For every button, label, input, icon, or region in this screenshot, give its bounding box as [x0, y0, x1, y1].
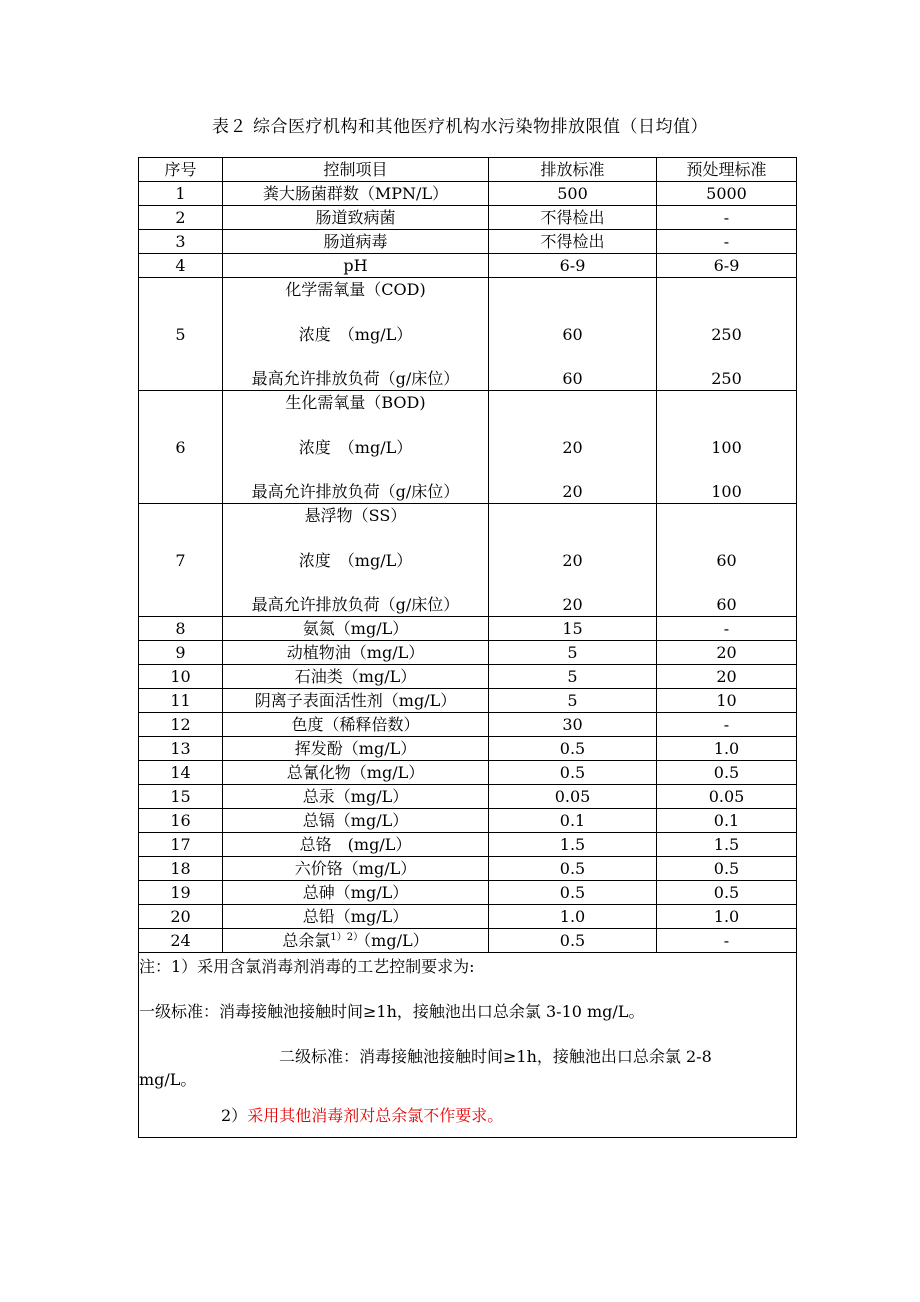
header-pretreatment: 预处理标准 [657, 158, 797, 182]
row-no: 18 [139, 857, 223, 881]
row-standard: 1.0 [489, 905, 657, 929]
note-level-2-unit: mg/L。 [139, 1070, 197, 1089]
item-head: 生化需氧量（BOD) [285, 393, 426, 412]
header-item: 控制项目 [223, 158, 489, 182]
row-no: 24 [139, 929, 223, 953]
item-concentration: 浓度 （mg/L） [298, 437, 413, 457]
row-pretreatment: 0.5 [657, 761, 797, 785]
table-row-multi [139, 504, 797, 617]
pretreatment-load: 100 [711, 482, 742, 501]
row-item: 总砷（mg/L） [223, 881, 489, 905]
table-row [139, 785, 797, 809]
row-standard: 0.05 [489, 785, 657, 809]
table-row [139, 206, 797, 230]
row-no: 3 [139, 230, 223, 254]
row-no: 14 [139, 761, 223, 785]
header-row [139, 158, 797, 182]
table-row [139, 182, 797, 206]
row-item: 动植物油（mg/L） [223, 641, 489, 665]
standard-concentration: 60 [562, 324, 583, 344]
row-item: 总汞（mg/L） [223, 785, 489, 809]
row-pretreatment: 10 [657, 689, 797, 713]
row-standard [489, 278, 657, 391]
row-no: 13 [139, 737, 223, 761]
item-unit: （mg/L） [363, 931, 429, 950]
table-row [139, 665, 797, 689]
row-item: 六价铬（mg/L） [223, 857, 489, 881]
row-pretreatment: - [657, 713, 797, 737]
pretreatment-load: 250 [711, 369, 742, 388]
row-item: 总镉（mg/L） [223, 809, 489, 833]
item-head: 化学需氧量（COD) [285, 280, 426, 299]
row-item [223, 504, 489, 617]
row-item: 色度（稀释倍数） [223, 713, 489, 737]
note-2-text: 采用其他消毒剂对总余氯不作要求。 [247, 1106, 504, 1125]
note-1: 注：1）采用含氯消毒剂消毒的工艺控制要求为: [139, 957, 475, 976]
row-standard: 0.5 [489, 737, 657, 761]
table-row-multi [139, 278, 797, 391]
row-no: 1 [139, 182, 223, 206]
table-row [139, 761, 797, 785]
pretreatment-concentration: 250 [711, 324, 742, 344]
note-2-prefix: 2） [221, 1106, 248, 1125]
row-standard: 0.1 [489, 809, 657, 833]
row-no: 2 [139, 206, 223, 230]
standard-load: 60 [562, 369, 583, 388]
row-pretreatment: 0.5 [657, 881, 797, 905]
row-standard: 6-9 [489, 254, 657, 278]
table-row [139, 857, 797, 881]
row-pretreatment: - [657, 617, 797, 641]
item-load: 最高允许排放负荷（g/床位） [251, 595, 460, 614]
table-row [139, 254, 797, 278]
table-row [139, 230, 797, 254]
row-standard: 0.5 [489, 881, 657, 905]
row-item: 总铅（mg/L） [223, 905, 489, 929]
item-name: 总余氯 [282, 931, 331, 950]
row-no: 5 [139, 278, 223, 391]
row-pretreatment: 20 [657, 665, 797, 689]
row-standard: 不得检出 [489, 206, 657, 230]
pretreatment-load: 60 [716, 595, 737, 614]
table-row [139, 833, 797, 857]
item-head: 悬浮物（SS） [304, 506, 407, 525]
row-item: 总氰化物（mg/L） [223, 761, 489, 785]
row-item: 氨氮（mg/L） [223, 617, 489, 641]
row-item [223, 391, 489, 504]
row-pretreatment: 0.5 [657, 857, 797, 881]
header-standard: 排放标准 [489, 158, 657, 182]
row-pretreatment: - [657, 206, 797, 230]
row-pretreatment [657, 278, 797, 391]
row-standard: 不得检出 [489, 230, 657, 254]
row-no: 20 [139, 905, 223, 929]
table-row [139, 905, 797, 929]
row-item: pH [223, 254, 489, 278]
row-item: 挥发酚（mg/L） [223, 737, 489, 761]
pretreatment-concentration: 60 [716, 550, 737, 570]
row-pretreatment: 0.05 [657, 785, 797, 809]
table-row [139, 929, 797, 953]
table-row [139, 737, 797, 761]
row-item: 肠道病毒 [223, 230, 489, 254]
row-no: 6 [139, 391, 223, 504]
table-row [139, 617, 797, 641]
row-no: 12 [139, 713, 223, 737]
row-standard [489, 504, 657, 617]
emission-limits-table [138, 157, 797, 1138]
row-no: 4 [139, 254, 223, 278]
row-no: 15 [139, 785, 223, 809]
row-standard: 30 [489, 713, 657, 737]
row-item [223, 929, 489, 953]
standard-concentration: 20 [562, 437, 583, 457]
row-standard: 500 [489, 182, 657, 206]
row-standard: 5 [489, 641, 657, 665]
item-concentration: 浓度 （mg/L） [298, 324, 413, 344]
table-row [139, 809, 797, 833]
header-no: 序号 [139, 158, 223, 182]
row-standard: 0.5 [489, 857, 657, 881]
row-pretreatment [657, 391, 797, 504]
row-no: 9 [139, 641, 223, 665]
row-no: 7 [139, 504, 223, 617]
item-load: 最高允许排放负荷（g/床位） [251, 482, 460, 501]
row-standard: 15 [489, 617, 657, 641]
table-title: 表２ 综合医疗机构和其他医疗机构水污染物排放限值（日均值） [212, 117, 708, 137]
item-load: 最高允许排放负荷（g/床位） [251, 369, 460, 388]
row-no: 11 [139, 689, 223, 713]
table-row [139, 713, 797, 737]
row-no: 19 [139, 881, 223, 905]
row-no: 8 [139, 617, 223, 641]
row-no: 17 [139, 833, 223, 857]
row-pretreatment: 20 [657, 641, 797, 665]
row-standard: 5 [489, 689, 657, 713]
row-item: 石油类（mg/L） [223, 665, 489, 689]
note-2 [139, 1104, 796, 1127]
row-item: 粪大肠菌群数（MPN/L） [223, 182, 489, 206]
row-standard: 0.5 [489, 929, 657, 953]
table-row [139, 881, 797, 905]
row-pretreatment: - [657, 929, 797, 953]
standard-load: 20 [562, 482, 583, 501]
item-concentration: 浓度 （mg/L） [298, 550, 413, 570]
row-pretreatment: 1.0 [657, 737, 797, 761]
row-pretreatment: 1.5 [657, 833, 797, 857]
row-pretreatment: - [657, 230, 797, 254]
row-pretreatment [657, 504, 797, 617]
row-item: 总铬 (mg/L） [223, 833, 489, 857]
row-standard: 0.5 [489, 761, 657, 785]
row-no: 16 [139, 809, 223, 833]
row-pretreatment: 6-9 [657, 254, 797, 278]
standard-load: 20 [562, 595, 583, 614]
item-footnote-marks: 1）2） [330, 932, 364, 943]
row-pretreatment: 5000 [657, 182, 797, 206]
note-level-1: 一级标准：消毒接触池接触时间≥1h，接触池出口总余氯 3-10 mg/L。 [139, 1002, 645, 1021]
row-pretreatment: 1.0 [657, 905, 797, 929]
table-row [139, 689, 797, 713]
table-row-multi [139, 391, 797, 504]
row-standard [489, 391, 657, 504]
row-item: 肠道致病菌 [223, 206, 489, 230]
row-standard: 1.5 [489, 833, 657, 857]
pretreatment-concentration: 100 [711, 437, 742, 457]
standard-concentration: 20 [562, 550, 583, 570]
notes-cell [139, 953, 797, 1138]
table-row [139, 641, 797, 665]
row-standard: 5 [489, 665, 657, 689]
row-no: 10 [139, 665, 223, 689]
row-pretreatment: 0.1 [657, 809, 797, 833]
row-item [223, 278, 489, 391]
note-level-2: 二级标准：消毒接触池接触时间≥1h，接触池出口总余氯 2-8 [279, 1047, 712, 1066]
notes-row [139, 953, 797, 1138]
row-item: 阴离子表面活性剂（mg/L） [223, 689, 489, 713]
